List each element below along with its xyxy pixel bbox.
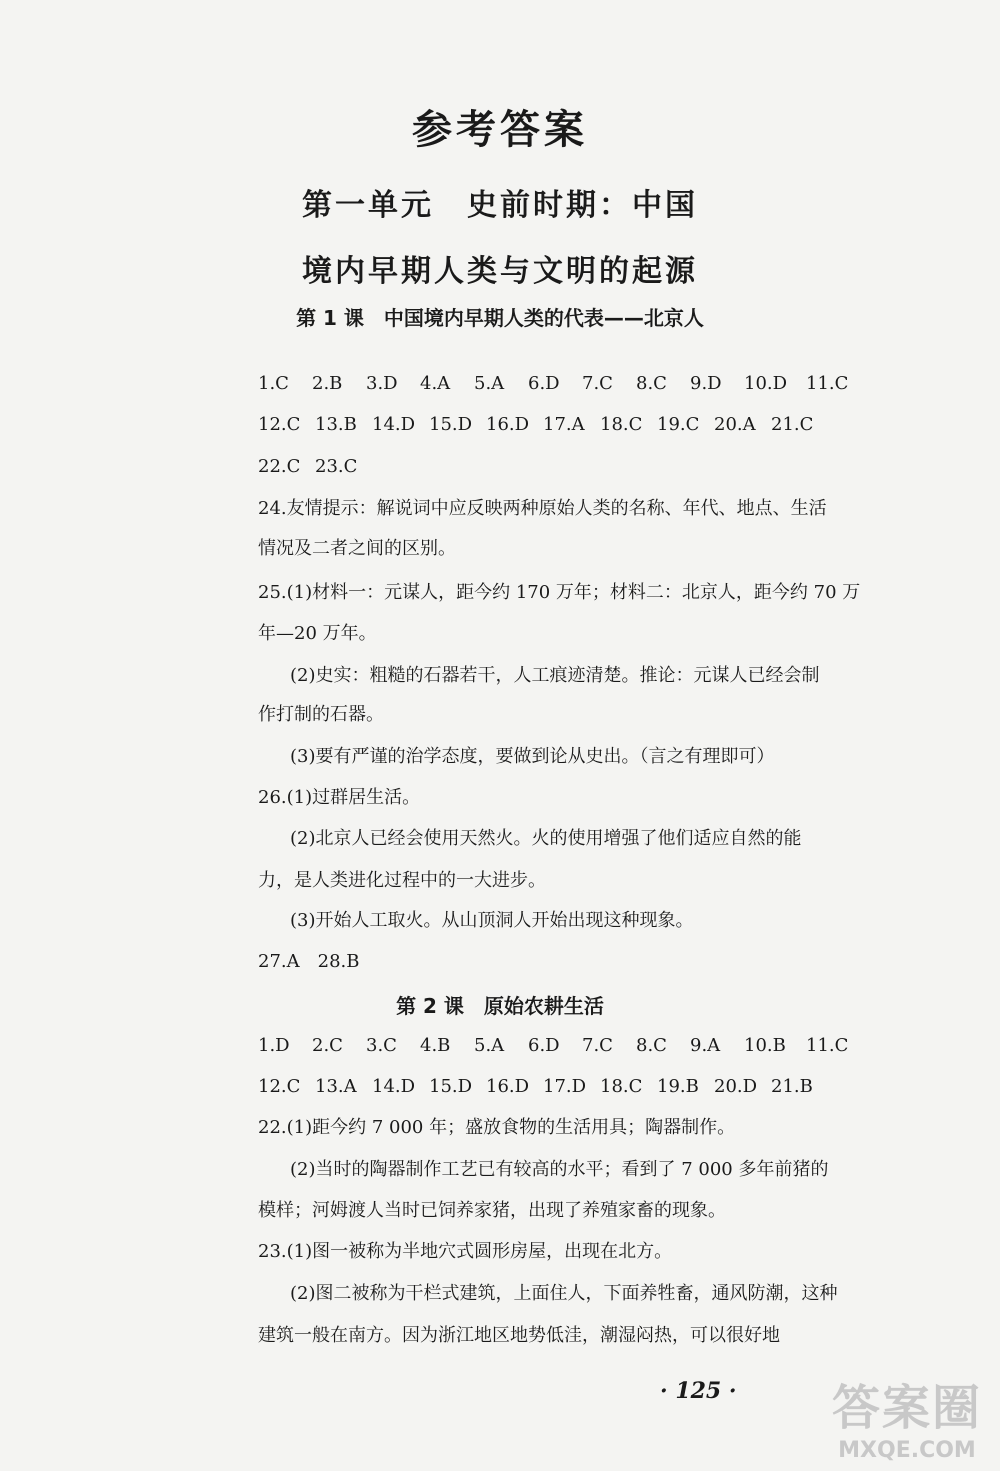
answer-item: 1.C [258,373,289,394]
answer-item: 23.C [315,456,358,477]
answer-item: 14.D [372,414,416,435]
answer-item: 14.D [372,1076,416,1097]
answer-item: 12.C [258,1076,301,1097]
answer-item: 7.C [582,1035,613,1056]
unit-title-line1: 第一单元 史前时期：中国 [302,188,698,223]
answer-item: 3.C [366,1035,397,1056]
answer-line: (2)当时的陶器制作工艺已有较高的水平；看到了 7 000 多年前猪的 [290,1159,829,1180]
answer-item: 11.C [806,373,849,394]
answer-item: 21.B [771,1076,813,1097]
answer-line: 年—20 万年。 [258,623,377,644]
answer-item: 15.D [429,1076,473,1097]
answer-item: 18.C [600,1076,643,1097]
answer-item: 19.C [657,414,700,435]
answer-line: 25.(1)材料一：元谋人，距今约 170 万年；材料二：北京人，距今约 70 万 [258,582,861,603]
lesson2-heading: 第 2 课 原始农耕生活 [396,994,604,1018]
answer-item: 4.A [420,373,451,394]
answer-item: 12.C [258,414,301,435]
answer-line: 24.友情提示：解说词中应反映两种原始人类的名称、年代、地点、生活 [258,498,827,519]
answer-item: 2.C [312,1035,343,1056]
answer-item: 13.B [315,414,357,435]
answer-item: 15.D [429,414,473,435]
lesson1-answer-row1 [258,372,860,396]
answer-item: 18.C [600,414,643,435]
watermark-url: MXQE.COM [838,1438,976,1463]
answer-item: 9.A [690,1035,721,1056]
answer-item: 7.C [582,373,613,394]
answer-item: 2.B [312,373,343,394]
lesson2-answer-row1 [258,1034,860,1058]
unit-title-line2: 境内早期人类与文明的起源 [302,254,698,289]
lesson1-heading: 第 1 课 中国境内早期人类的代表——北京人 [296,306,704,330]
answer-item: 5.A [474,1035,505,1056]
answer-line: 22.(1)距今约 7 000 年；盛放食物的生活用具；陶器制作。 [258,1117,736,1138]
answer-line: (3)要有严谨的治学态度，要做到论从史出。（言之有理即可） [290,746,775,767]
answer-item: 10.B [744,1035,786,1056]
answer-line: (2)图二被称为干栏式建筑，上面住人，下面养牲畜，通风防潮，这种 [290,1283,838,1304]
answer-line: 情况及二者之间的区别。 [258,538,456,559]
answer-line: 力，是人类进化过程中的一大进步。 [258,870,546,891]
answer-line: (2)史实：粗糙的石器若干，人工痕迹清楚。推论：元谋人已经会制 [290,665,820,686]
answer-item: 20.A [714,414,756,435]
watermark-text: 答案圈 [831,1380,982,1436]
answer-item: 8.C [636,1035,667,1056]
answer-line: 27.A 28.B [258,951,360,972]
answer-item: 21.C [771,414,814,435]
answer-item: 6.D [528,1035,560,1056]
answer-item: 3.D [366,373,398,394]
answer-item: 13.A [315,1076,357,1097]
answer-item: 17.A [543,414,585,435]
watermark-logo [832,1369,982,1463]
answer-item: 16.D [486,414,530,435]
answer-line: 模样；河姆渡人当时已饲养家猪，出现了养殖家畜的现象。 [258,1200,726,1221]
answer-item: 19.B [657,1076,699,1097]
answer-item: 22.C [258,456,301,477]
lesson1-answer-row3 [258,455,372,479]
answer-item: 20.D [714,1076,758,1097]
lesson1-answer-row2 [258,413,828,437]
answer-item: 4.B [420,1035,451,1056]
answer-item: 17.D [543,1076,587,1097]
page-number: · 125 · [660,1378,737,1404]
answer-item: 5.A [474,373,505,394]
answer-item: 9.D [690,373,722,394]
answer-line: (3)开始人工取火。从山顶洞人开始出现这种现象。 [290,910,694,931]
answer-line: (2)北京人已经会使用天然火。火的使用增强了他们适应自然的能 [290,828,802,849]
answer-line: 建筑一般在南方。因为浙江地区地势低洼，潮湿闷热，可以很好地 [258,1325,780,1346]
page-title: 参考答案 [412,107,588,153]
answer-line: 作打制的石器。 [258,704,384,725]
answer-item: 8.C [636,373,667,394]
lesson2-answer-row2 [258,1075,828,1099]
answer-line: 26.(1)过群居生活。 [258,787,421,808]
answer-item: 16.D [486,1076,530,1097]
answer-item: 11.C [806,1035,849,1056]
answer-item: 6.D [528,373,560,394]
answer-item: 1.D [258,1035,290,1056]
answer-line: 23.(1)图一被称为半地穴式圆形房屋，出现在北方。 [258,1241,673,1262]
answer-item: 10.D [744,373,788,394]
